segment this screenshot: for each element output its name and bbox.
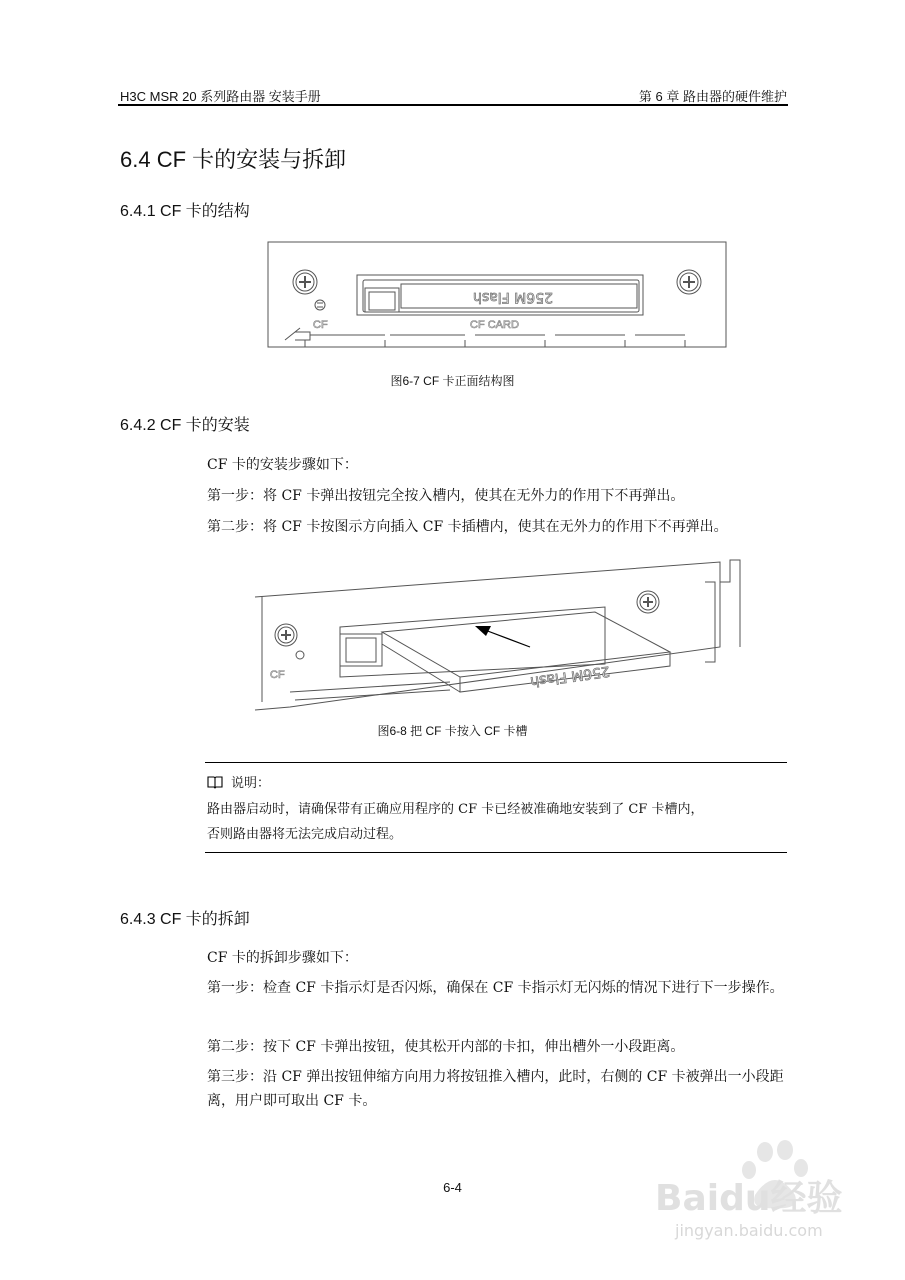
note-title-text: 说明： [231,776,271,791]
remove-step-1: 第一步：检查 CF 卡指示灯是否闪烁，确保在 CF 卡指示灯无闪烁的情况下进行下一步操作。 [207,980,784,996]
figure-6-7-caption: 图6-7 CF 卡正面结构图 [390,374,515,388]
right-screw-icon [677,270,701,294]
cf-led-icon [296,651,304,659]
cf-label: CF [313,319,328,331]
note-top-rule [205,762,787,763]
cf-label: CF [270,669,285,681]
section-title: 6.4 CF 卡的安装与拆卸 [120,147,347,172]
note-title [207,772,270,791]
book-icon [207,775,223,789]
watermark-url: jingyan.baidu.com [675,1221,823,1240]
header-right: 第 6 章 路由器的硬件维护 [638,89,787,104]
note-line-2: 否则路由器将无法完成启动过程。 [207,827,403,842]
page-number: 6-4 [443,1180,462,1195]
install-step-2: 第二步：将 CF 卡按图示方向插入 CF 卡插槽内，使其在无外力的作用下不再弹出。 [207,519,728,535]
header-rule [118,104,788,106]
cf-card-label: CF CARD [470,319,519,331]
figure-6-8-caption: 图6-8 把 CF 卡按入 CF 卡槽 [377,724,528,738]
cf-card-front-figure [265,240,730,355]
cf-card-insert-figure [250,552,742,712]
install-intro: CF 卡的安装步骤如下： [207,457,358,473]
note-bottom-rule [205,852,787,853]
subsection-title-install: 6.4.2 CF 卡的安装 [120,417,250,434]
subsection-title-remove: 6.4.3 CF 卡的拆卸 [120,911,250,928]
note-body [207,797,789,847]
flash-label: 256M Flash [473,289,553,305]
remove-intro: CF 卡的拆卸步骤如下： [207,950,358,966]
left-screw-icon [293,270,317,294]
note-line-1: 路由器启动时，请确保带有正确应用程序的 CF 卡已经被准确地安装到了 CF 卡槽内， [207,802,704,817]
install-step-1: 第一步：将 CF 卡弹出按钮完全按入槽内，使其在无外力的作用下不再弹出。 [207,488,685,504]
watermark-brand: Baidu经验 [655,1178,843,1219]
header-left: H3C MSR 20 系列路由器 安装手册 [120,89,321,104]
right-screw-icon [637,591,659,613]
insert-direction-arrow-icon [475,626,530,647]
cf-card [382,612,670,677]
subsection-title-structure: 6.4.1 CF 卡的结构 [120,203,250,220]
baidu-paw-icon [645,1140,845,1250]
remove-step-2: 第二步：按下 CF 卡弹出按钮，使其松开内部的卡扣，伸出槽外一小段距离。 [207,1039,685,1055]
flash-label: 256M Flash [529,662,611,690]
cf-led-icon [315,300,325,310]
panel-outline [255,562,720,710]
watermark [645,1140,845,1250]
remove-step-3: 第三步：沿 CF 弹出按钮伸缩方向用力将按钮推入槽内，此时，右侧的 CF 卡被弹出一小段距离，用户即可取出 CF 卡。 [207,1069,784,1109]
left-screw-icon [275,624,297,646]
